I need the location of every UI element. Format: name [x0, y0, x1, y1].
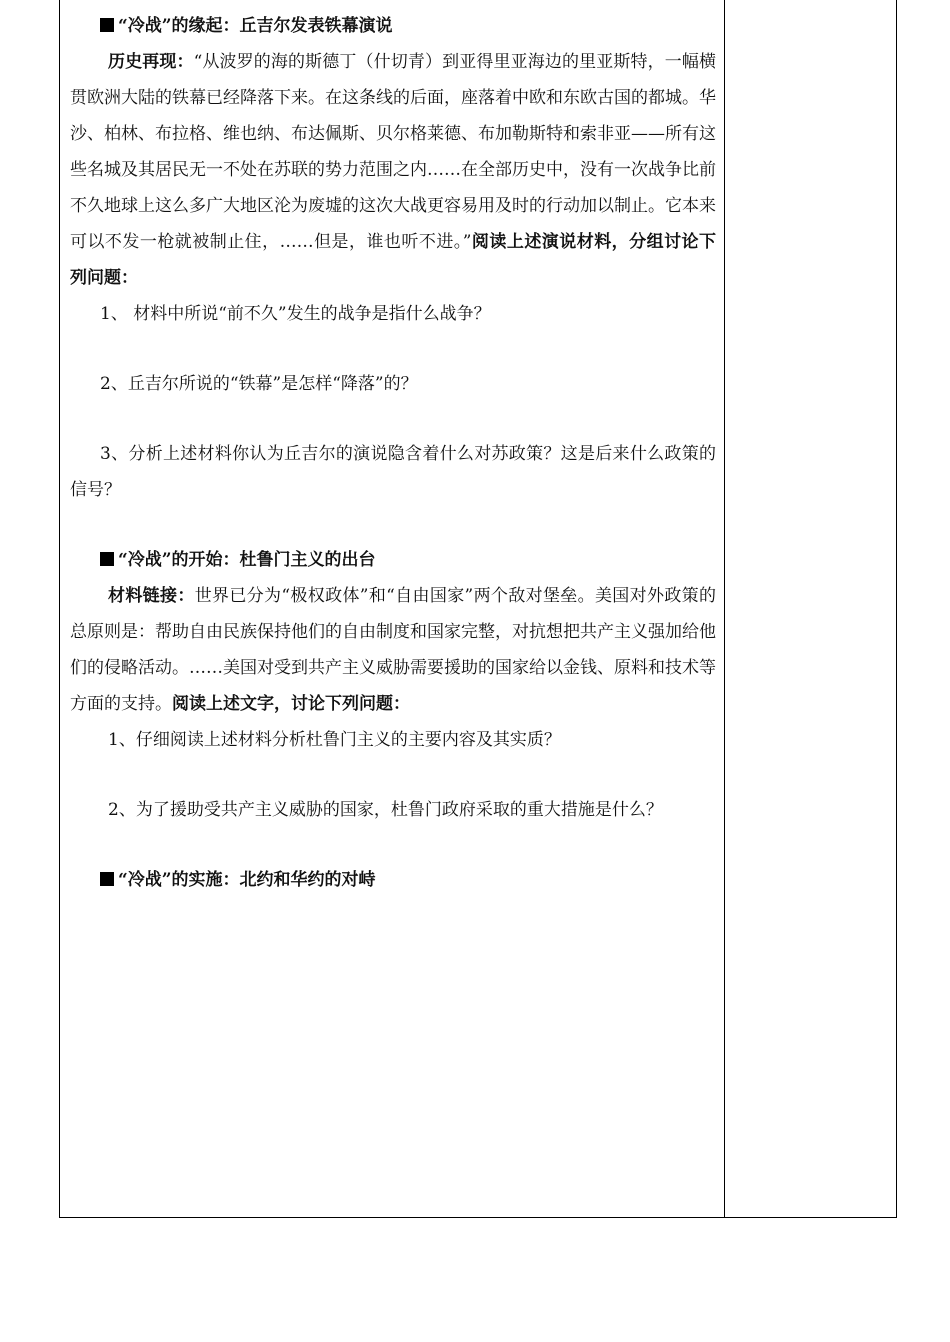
passage-lead: 材料链接：: [108, 586, 195, 606]
history-passage: [70, 44, 716, 296]
question-1: 1、仔细阅读上述材料分析杜鲁门主义的主要内容及其实质？: [108, 730, 561, 750]
answer-space: [70, 508, 716, 542]
square-bullet-icon: [100, 872, 114, 886]
question-2: 2、为了援助受共产主义威胁的国家，杜鲁门政府采取的重大措施是什么？: [108, 800, 663, 820]
passage-body: “从波罗的海的斯德丁（什切青）到亚得里亚海边的里亚斯特，一幅横贯欧洲大陆的铁幕已经降落下来。在这条线的后面，座落着中欧和东欧古国的都城。华沙、柏林、布拉格、维也纳、布达佩斯、贝尔格莱德、布加勒斯特和索非亚——所有这些名城及其居民无一不处在苏联的势力范围之内……在全部历史中，没有一次战争比前不久地球上这么多广大地区沦为废墟的这次大战更容易用及时的行动加以制止。它本来可以不发一枪就被制止住，……但是，谁也听不进。”: [70, 52, 716, 252]
answer-space: [70, 332, 716, 366]
answer-space: [70, 758, 716, 792]
section-heading-truman-doctrine: “冷战”的开始：杜鲁门主义的出台: [70, 542, 716, 578]
passage-instruction: 阅读上述演说材料，分组讨论下列问题：: [70, 232, 717, 288]
answer-space: [70, 402, 716, 436]
question-3: 3、分析上述材料你认为丘吉尔的演说隐含着什么对苏政策？这是后来什么政策的信号？: [70, 444, 716, 500]
column-divider: [724, 0, 725, 1218]
question-1: 1、 材料中所说“前不久”发生的战争是指什么战争？: [100, 304, 491, 324]
question-2: 2、丘吉尔所说的“铁幕”是怎样“降落”的？: [100, 374, 418, 394]
passage-body: 世界已分为“极权政体”和“自由国家”两个敌对堡垒。美国对外政策的总原则是：帮助自由民族保持他们的自由制度和国家完整，对抗想把共产主义强加给他们的侵略活动。……美国对受到共产主义威胁需要援助的国家给以金钱、原料和技术等方面的支持。: [70, 586, 717, 714]
section-heading-nato-warsaw: “冷战”的实施：北约和华约的对峙: [70, 862, 716, 898]
section-heading-iron-curtain: “冷战”的缘起：丘吉尔发表铁幕演说: [70, 8, 716, 44]
answer-space: [70, 828, 716, 862]
square-bullet-icon: [100, 552, 114, 566]
material-passage: [70, 578, 716, 722]
passage-lead: 历史再现：: [108, 52, 194, 72]
passage-instruction: 阅读上述文字，讨论下列问题：: [172, 694, 410, 714]
main-content: [70, 8, 716, 898]
square-bullet-icon: [100, 18, 114, 32]
